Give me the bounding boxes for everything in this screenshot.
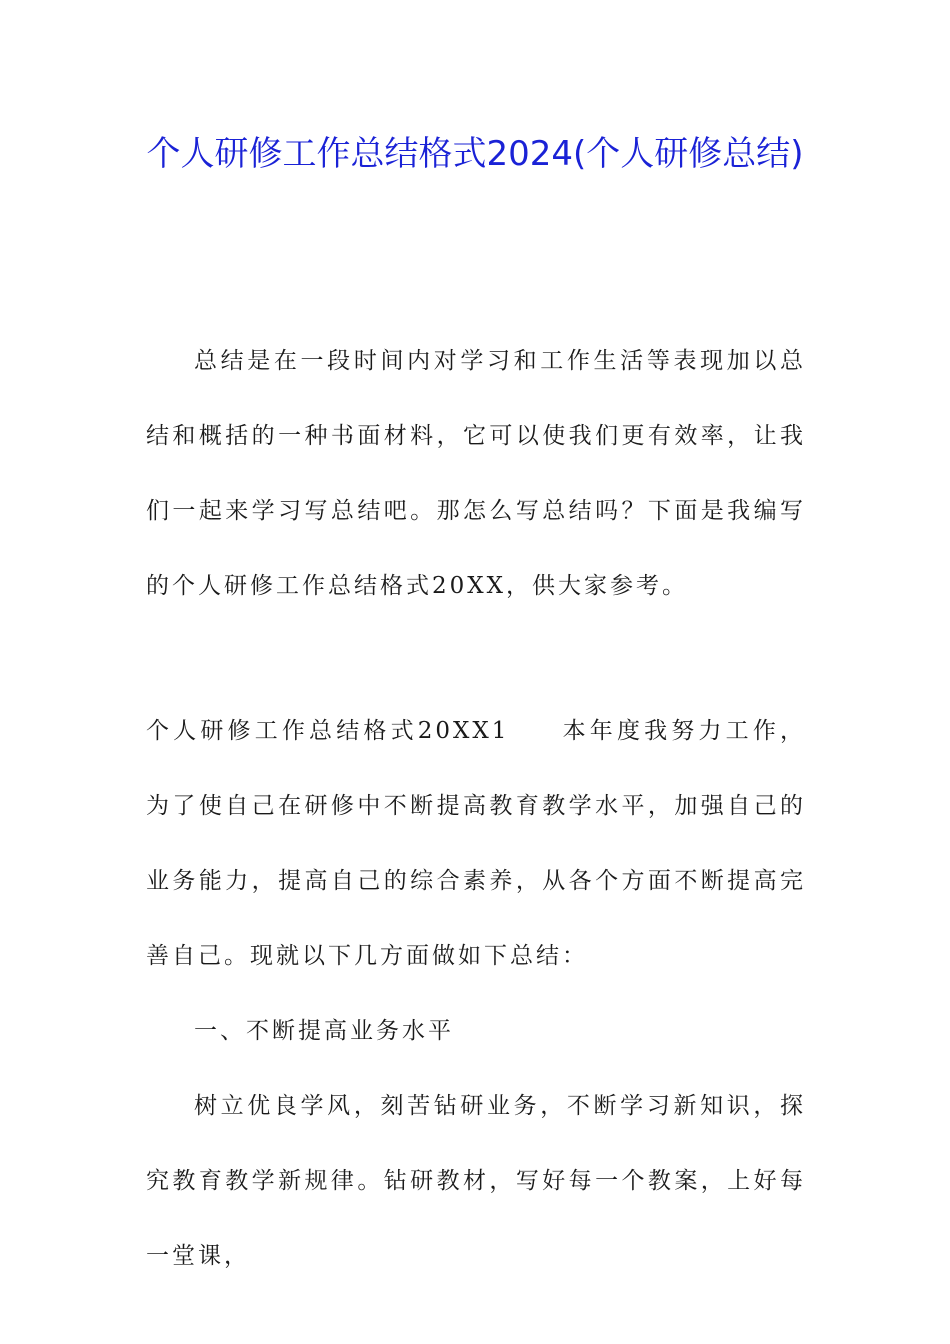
intro-paragraph: 总结是在一段时间内对学习和工作生活等表现加以总结和概括的一种书面材料，它可以使我们更有效率，让我们一起来学习写总结吧。那怎么写总结吗？下面是我编写的个人研修工作总结格式20XX，供大家参考。 [146,348,806,599]
document-title: 个人研修工作总结格式2024(个人研修总结) [146,134,804,174]
body-paragraph-1: 树立优良学风，刻苦钻研业务，不断学习新知识，探究教育教学新规律。钻研教材，写好每一个教案，上好每一堂课， [146,1093,806,1269]
section-body: 本年度我努力工作，为了使自己在研修中不断提高教育教学水平，加强自己的业务能力，提高自己的综合素养，从各个方面不断提高完善自己。现就以下几方面做如下总结： [146,718,807,969]
heading-1: 一、不断提高业务水平 [194,1018,454,1044]
section-title: 个人研修工作总结格式20XX1 [146,718,510,744]
section-paragraph [146,694,806,994]
